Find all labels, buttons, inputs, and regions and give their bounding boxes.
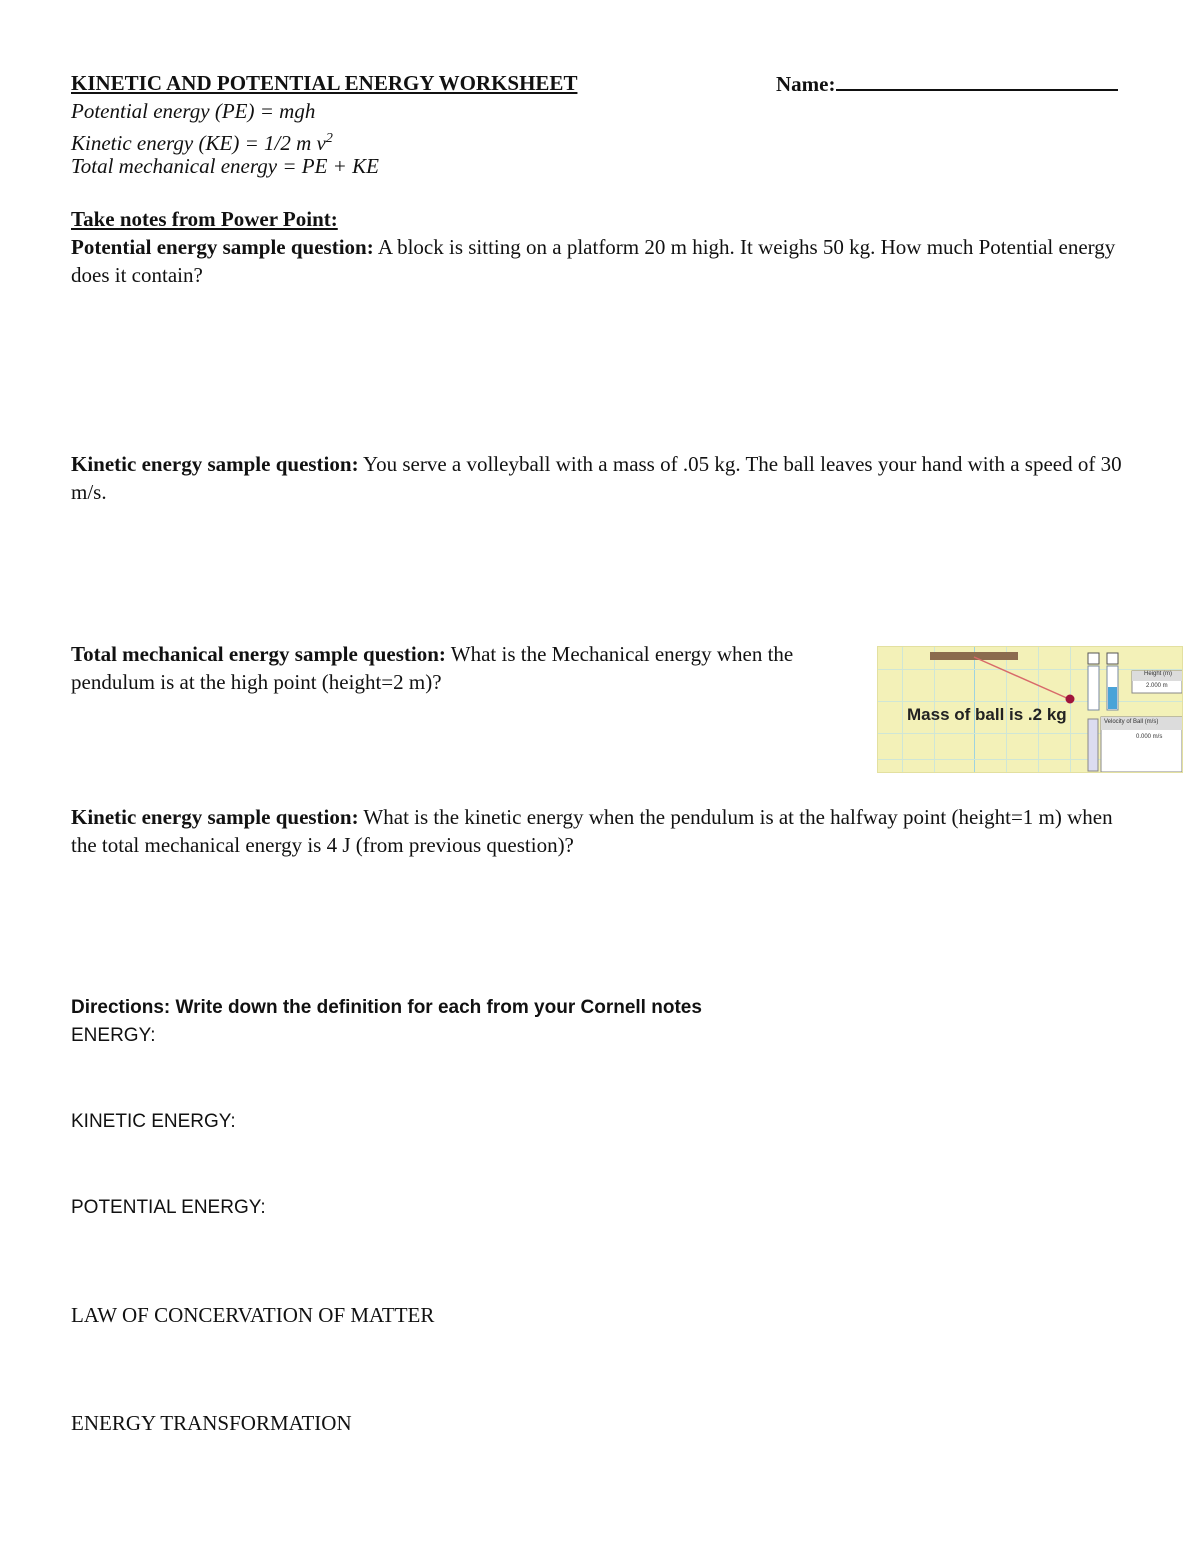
question-ke-1-label: Kinetic energy sample question: bbox=[71, 452, 359, 476]
question-ke-1-text: You serve a volleyball with a mass of .05 kg. The ball leaves your hand with a speed of 30 m/s. bbox=[71, 452, 1122, 504]
name-blank-line[interactable] bbox=[836, 71, 1118, 91]
notes-heading: Take notes from Power Point: bbox=[71, 207, 338, 231]
velocity-readout-label: Velocity of Ball (m/s) bbox=[1104, 719, 1159, 725]
definition-energy: ENERGY: bbox=[71, 1025, 156, 1046]
name-label: Name: bbox=[776, 72, 836, 96]
height-readout-value: 2.000 m bbox=[1146, 683, 1168, 689]
question-ke-2-text: What is the kinetic energy when the pendulum is at the halfway point (height=1 m) when the total mechanical energy is 4 J (from previous question)? bbox=[71, 805, 1113, 857]
definition-law-of-conservation: LAW OF CONCERVATION OF MATTER bbox=[71, 1303, 435, 1327]
question-total-label: Total mechanical energy sample question: bbox=[71, 642, 446, 666]
total-formula: Total mechanical energy = PE + KE bbox=[71, 154, 379, 178]
name-field[interactable] bbox=[776, 71, 1118, 97]
question-pe-label: Potential energy sample question: bbox=[71, 235, 374, 259]
question-ke-2-label: Kinetic energy sample question: bbox=[71, 805, 359, 829]
definition-kinetic-energy: KINETIC ENERGY: bbox=[71, 1111, 236, 1132]
question-ke-1 bbox=[71, 450, 1131, 506]
worksheet-title: KINETIC AND POTENTIAL ENERGY WORKSHEET bbox=[71, 71, 578, 95]
velocity-readout-value: 0.000 m/s bbox=[1136, 734, 1163, 740]
ke-formula-text: Kinetic energy (KE) = 1/2 m v bbox=[71, 131, 326, 155]
question-total bbox=[71, 640, 861, 696]
question-ke-2 bbox=[71, 803, 1131, 859]
ke-formula-exponent: 2 bbox=[325, 131, 333, 146]
directions: Directions: Write down the definition for each from your Cornell notes bbox=[71, 997, 702, 1018]
figure-caption: Mass of ball is .2 kg bbox=[907, 705, 1067, 724]
definition-energy-transformation: ENERGY TRANSFORMATION bbox=[71, 1411, 352, 1435]
definition-potential-energy: POTENTIAL ENERGY: bbox=[71, 1197, 266, 1218]
height-readout-label: Height (m) bbox=[1144, 671, 1173, 677]
pendulum-simulation-image bbox=[877, 646, 1183, 773]
question-pe bbox=[71, 233, 1131, 289]
question-total-text: What is the Mechanical energy when the pendulum is at the high point (height=2 m)? bbox=[71, 642, 794, 694]
pe-formula: Potential energy (PE) = mgh bbox=[71, 99, 316, 123]
question-pe-text: A block is sitting on a platform 20 m high. It weighs 50 kg. How much Potential energy does it contain? bbox=[71, 235, 1116, 287]
